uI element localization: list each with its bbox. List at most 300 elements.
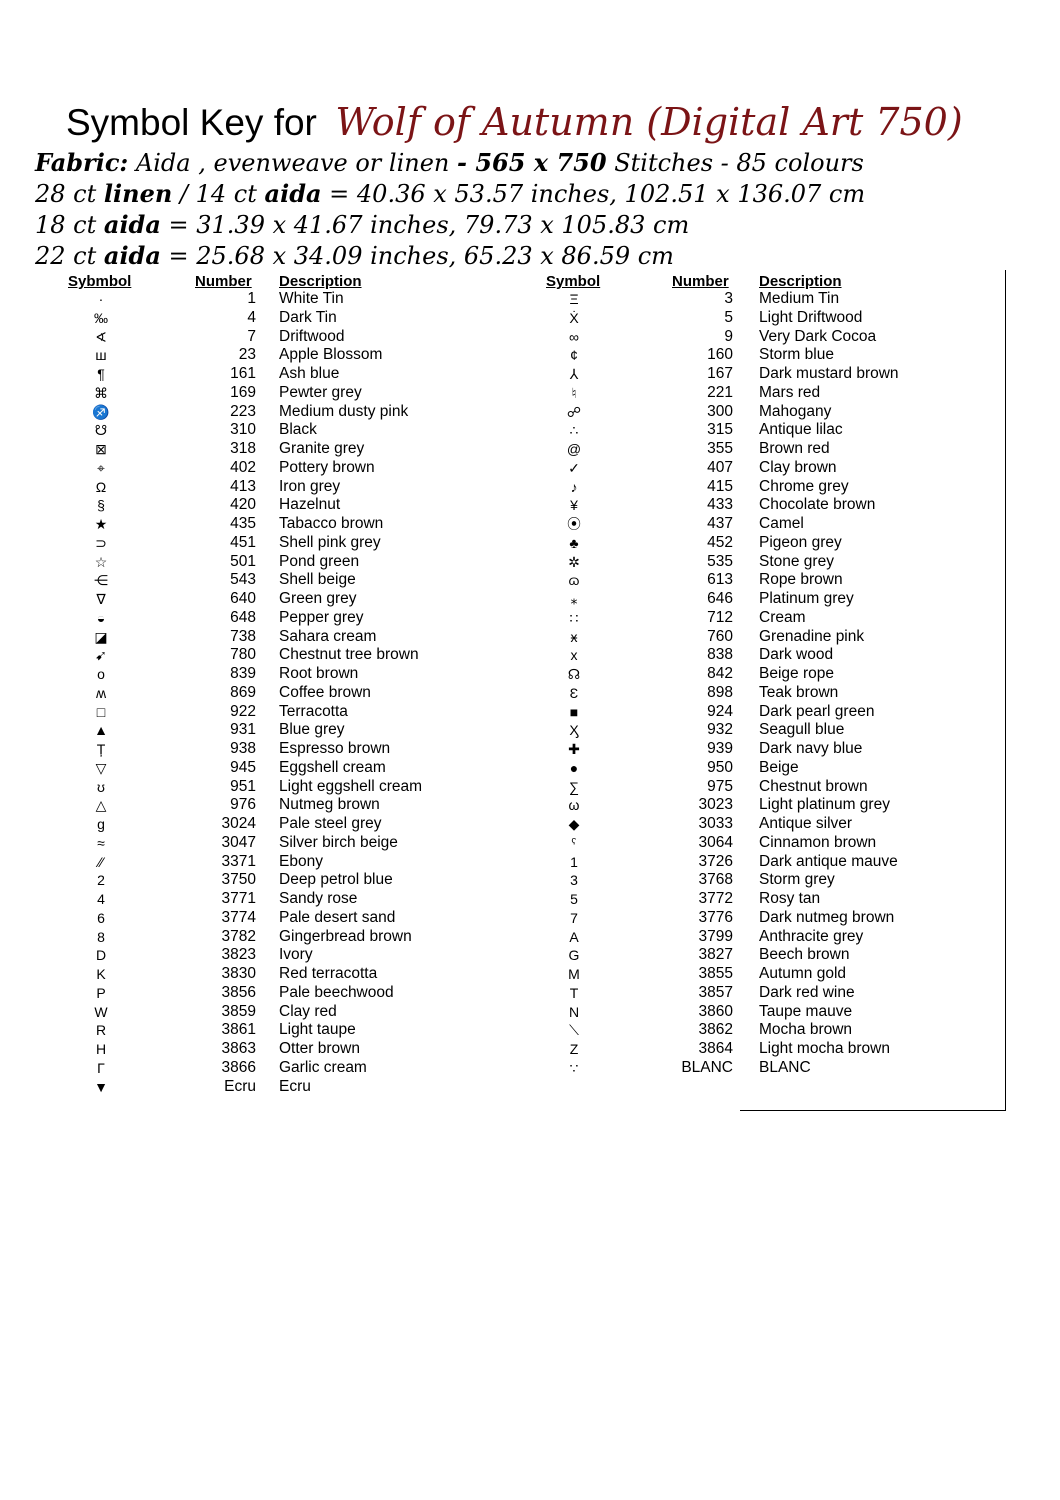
number-cell: 3860 [698, 1002, 733, 1020]
description-cell: BLANC [759, 1058, 811, 1076]
description-cell: Antique lilac [759, 421, 843, 439]
number-cell: 898 [707, 683, 733, 701]
number-cell: 3768 [698, 871, 733, 889]
description-cell: Eggshell cream [279, 758, 386, 776]
number-cell: 3856 [221, 983, 256, 1001]
number-cell: 939 [707, 740, 733, 757]
description-cell: Granite grey [279, 440, 365, 457]
table-row [0, 759, 1000, 778]
description-cell: Medium Tin [759, 290, 840, 307]
description-cell: Dark wood [759, 646, 834, 664]
symbol-cell: o [97, 666, 105, 682]
table-row [0, 459, 1000, 478]
symbol-cell: ʊ [97, 778, 105, 795]
table-row [0, 871, 1000, 890]
number-cell: 3782 [221, 927, 256, 945]
table-row [0, 946, 1000, 965]
number-cell: 3857 [698, 983, 733, 1001]
number-cell: Ecru [224, 1077, 256, 1095]
symbol-cell: 4 [97, 891, 105, 907]
number-cell: 3866 [221, 1058, 256, 1076]
description-cell: Ash blue [279, 365, 340, 382]
symbol-cell: ✓ [568, 459, 580, 476]
description-cell: Seagull blue [759, 721, 845, 739]
symbol-cell: ‰ [94, 309, 108, 326]
number-cell: 413 [230, 477, 256, 495]
description-cell: Gingerbread brown [279, 927, 412, 945]
number-cell: 922 [230, 702, 256, 720]
number-cell: 501 [230, 552, 256, 570]
description-cell: Light mocha brown [759, 1040, 890, 1057]
description-cell: Silver birch beige [279, 833, 398, 851]
description-cell: Sahara cream [279, 627, 377, 645]
description-cell: Teak brown [759, 683, 839, 701]
frame-right-line [1005, 270, 1006, 1111]
title-pattern-name: Wolf of Autumn (Digital Art 750) [335, 100, 963, 144]
number-cell: 3 [724, 290, 733, 307]
number-cell: 869 [230, 683, 256, 701]
number-cell: 3772 [698, 890, 733, 907]
description-cell: Terracotta [279, 702, 348, 720]
description-cell: Pale steel grey [279, 815, 382, 832]
symbol-cell: Ț [96, 741, 106, 757]
description-cell: Grenadine pink [759, 627, 865, 645]
symbol-cell: 5 [570, 891, 578, 907]
size-22ct-dims: = 25.68 x 34.09 inches, 65.23 x 86.59 cm [160, 242, 674, 270]
number-cell: 3023 [698, 796, 733, 814]
number-cell: 951 [230, 777, 256, 795]
description-cell: Pewter grey [279, 383, 362, 401]
description-cell: Ivory [279, 946, 313, 964]
size-18ct-line [35, 210, 689, 239]
table-row [0, 703, 1000, 722]
symbol-cell: ∞ [569, 328, 579, 345]
description-cell: Root brown [279, 665, 359, 682]
symbol-cell: Ɛ [569, 684, 579, 701]
table-row [0, 834, 1000, 853]
number-cell: 451 [230, 533, 256, 551]
symbol-cell: ш [95, 347, 107, 364]
table-row [0, 928, 1000, 947]
description-cell: Taupe mauve [759, 1002, 853, 1020]
number-cell: 3859 [221, 1002, 256, 1020]
symbol-cell: Ω [95, 478, 107, 495]
description-cell: Rosy tan [759, 890, 821, 907]
number-cell: 407 [707, 458, 733, 476]
symbol-cell: ¢ [570, 347, 578, 364]
number-cell: 3774 [221, 908, 256, 926]
number-cell: 975 [707, 777, 733, 795]
table-row [0, 684, 1000, 703]
symbol-cell: 7 [570, 909, 578, 926]
description-cell: Dark red wine [759, 983, 855, 1001]
symbol-cell: 6 [97, 909, 105, 926]
number-cell: 3024 [221, 815, 256, 832]
table-row [0, 1078, 520, 1097]
left-header-symbol: Sybmbol [68, 273, 132, 290]
description-cell: Apple Blossom [279, 346, 383, 364]
symbol-cell: Γ [97, 1059, 105, 1076]
symbol-cell: ✚ [568, 741, 580, 757]
symbol-cell: ω [568, 797, 580, 814]
symbol-cell: ▽ [95, 759, 107, 776]
symbol-cell: ӿ [570, 628, 578, 645]
description-cell: Chrome grey [759, 477, 849, 495]
table-row [0, 515, 1000, 534]
description-cell: Black [279, 421, 317, 439]
table-row [0, 778, 1000, 797]
table-row [0, 384, 1000, 403]
symbol-cell: x [570, 647, 578, 664]
symbol-cell: W [94, 1003, 108, 1020]
number-cell: 640 [230, 590, 256, 607]
description-cell: Shell pink grey [279, 533, 381, 551]
stitch-count: Stitches - 85 colours [606, 149, 864, 177]
symbol-cell: ▼ [94, 1078, 108, 1095]
table-row [0, 346, 1000, 365]
description-cell: Dark Tin [279, 308, 337, 326]
table-row [0, 309, 1000, 328]
symbol-cell: ⁎ [570, 591, 578, 607]
left-header-number: Number [195, 273, 252, 290]
number-cell: 3855 [698, 965, 733, 982]
number-cell: 648 [230, 608, 256, 626]
description-cell: Pale desert sand [279, 908, 396, 926]
fabric-types: Aida , evenweave or linen [128, 149, 458, 177]
table-row [0, 853, 1000, 872]
number-cell: 3047 [221, 833, 256, 851]
number-cell: 4 [247, 308, 256, 326]
description-cell: Anthracite grey [759, 927, 864, 945]
description-cell: White Tin [279, 290, 344, 307]
description-cell: Pale beechwood [279, 983, 394, 1001]
symbol-cell: P [96, 984, 106, 1001]
number-cell: 452 [707, 533, 733, 551]
symbol-cell: § [97, 497, 105, 514]
description-cell: Cream [759, 608, 806, 626]
symbol-cell: ♐ [92, 403, 110, 420]
size-28ct-pre: 28 ct [35, 180, 104, 208]
description-cell: Rope brown [759, 571, 843, 589]
size-18ct-aida: aida [103, 210, 161, 239]
symbol-cell: ■ [569, 703, 579, 720]
number-cell: 160 [707, 346, 733, 364]
number-cell: 976 [230, 796, 256, 814]
number-cell: 3064 [698, 833, 733, 851]
symbol-cell: ∷ [569, 609, 579, 626]
description-cell: Garlic cream [279, 1058, 367, 1076]
symbol-cell: ¶ [97, 366, 105, 382]
symbol-cell: ♪ [570, 478, 578, 495]
table-row [0, 440, 1000, 459]
number-cell: 435 [230, 515, 256, 532]
description-cell: Mahogany [759, 402, 832, 420]
description-cell: Green grey [279, 590, 357, 607]
number-cell: 950 [707, 758, 733, 776]
table-row [0, 984, 1000, 1003]
symbol-cell: ɷ [568, 572, 580, 589]
number-cell: 760 [707, 627, 733, 645]
number-cell: 543 [230, 571, 256, 589]
description-cell: Light taupe [279, 1021, 356, 1039]
fabric-label: Fabric: [35, 148, 129, 177]
fabric-line [35, 148, 864, 177]
number-cell: 3750 [221, 871, 256, 889]
number-cell: 3864 [698, 1040, 733, 1057]
symbol-cell: 2 [97, 872, 105, 889]
description-cell: Dark mustard brown [759, 365, 899, 382]
description-cell: Pepper grey [279, 608, 364, 626]
number-cell: 223 [230, 402, 256, 420]
table-row [0, 403, 1000, 422]
number-cell: 924 [707, 702, 733, 720]
description-cell: Iron grey [279, 477, 341, 495]
description-cell: Espresso brown [279, 740, 391, 757]
description-cell: Clay red [279, 1002, 337, 1020]
description-cell: Coffee brown [279, 683, 371, 701]
symbol-cell: ⌖ [97, 459, 105, 476]
table-row [0, 628, 1000, 647]
stitch-size: 565 x 750 [475, 148, 607, 177]
description-cell: Autumn gold [759, 965, 847, 982]
symbol-cell: K [96, 966, 106, 982]
symbol-cell: ¥ [570, 497, 578, 514]
symbol-cell: ∴ [569, 422, 579, 439]
table-row [0, 665, 1000, 684]
number-cell: 420 [230, 496, 256, 514]
description-cell: Camel [759, 515, 804, 532]
table-row [0, 365, 1000, 384]
number-cell: 1 [247, 290, 256, 307]
symbol-cell: G [568, 947, 580, 964]
description-cell: Ecru [279, 1077, 311, 1095]
table-row [0, 421, 1000, 440]
right-header-description: Description [759, 273, 842, 290]
table-row [0, 796, 1000, 815]
symbol-cell: T [569, 984, 579, 1001]
description-cell: Storm grey [759, 871, 835, 889]
table-row [0, 534, 1000, 553]
number-cell: 3861 [221, 1021, 256, 1039]
size-18ct-pre: 18 ct [35, 211, 104, 239]
number-cell: 5 [724, 308, 733, 326]
table-row [0, 815, 1000, 834]
number-cell: 318 [230, 440, 256, 457]
symbol-cell: ◆ [568, 816, 580, 832]
description-cell: Sandy rose [279, 890, 358, 907]
symbol-cell: @ [566, 441, 582, 457]
symbol-cell: ● [569, 759, 579, 776]
description-cell: Red terracotta [279, 965, 378, 982]
description-cell: Nutmeg brown [279, 796, 380, 814]
size-28ct-line [35, 179, 865, 208]
size-28ct-linen: linen [103, 179, 173, 208]
symbol-cell: ▲ [94, 722, 108, 739]
number-cell: 433 [707, 496, 733, 514]
table-row [0, 909, 1000, 928]
description-cell: Dark pearl green [759, 702, 875, 720]
description-cell: Pond green [279, 552, 360, 570]
description-cell: Platinum grey [759, 590, 854, 607]
table-row [0, 328, 1000, 347]
description-cell: Brown red [759, 440, 830, 457]
table-row [0, 553, 1000, 572]
symbol-cell: · [98, 291, 104, 307]
symbol-cell: ☆ [94, 553, 108, 570]
number-cell: 7 [247, 327, 256, 345]
number-cell: 315 [707, 421, 733, 439]
size-22ct-pre: 22 ct [35, 242, 104, 270]
number-cell: 838 [707, 646, 733, 664]
size-28ct-dims: = 40.36 x 53.57 inches, 102.51 x 136.07 cm [321, 180, 866, 208]
number-cell: 23 [238, 346, 256, 364]
symbol-cell: 8 [97, 928, 105, 945]
symbol-cell: ⦿ [567, 516, 581, 532]
symbol-cell: M [568, 966, 580, 982]
number-cell: BLANC [681, 1058, 733, 1076]
description-cell: Deep petrol blue [279, 871, 393, 889]
table-row [0, 721, 1000, 740]
number-cell: 355 [707, 440, 733, 457]
description-cell: Tabacco brown [279, 515, 384, 532]
table-row [0, 290, 1000, 309]
description-cell: Beige rope [759, 665, 834, 682]
right-header-number: Number [672, 273, 729, 290]
description-cell: Dark navy blue [759, 740, 863, 757]
symbol-cell: 1 [570, 853, 578, 870]
size-22ct-aida: aida [103, 241, 161, 270]
description-cell: Driftwood [279, 327, 345, 345]
table-row [0, 571, 1000, 590]
number-cell: 415 [707, 477, 733, 495]
symbol-cell: ➹ [95, 647, 107, 664]
symbol-cell: ⁄⁄ [98, 853, 104, 870]
number-cell: 3371 [221, 852, 256, 870]
description-cell: Beige [759, 758, 799, 776]
symbol-cell: ⋲ [94, 572, 108, 589]
description-cell: Blue grey [279, 721, 345, 739]
number-cell: 3862 [698, 1021, 733, 1039]
number-cell: 402 [230, 458, 256, 476]
number-cell: 738 [230, 627, 256, 645]
description-cell: Pigeon grey [759, 533, 842, 551]
number-cell: 535 [707, 552, 733, 570]
symbol-cell: ☍ [566, 403, 582, 420]
symbol-cell: ˁ [571, 834, 577, 851]
symbol-cell: Ӽ [569, 722, 579, 739]
size-28ct-aida: aida [264, 179, 322, 208]
symbol-cell: 3 [570, 872, 578, 889]
description-cell: Storm blue [759, 346, 834, 364]
number-cell: 3827 [698, 946, 733, 964]
size-18ct-dims: = 31.39 x 41.67 inches, 79.73 x 105.83 cm [160, 211, 690, 239]
table-row [0, 590, 1000, 609]
symbol-cell: Z [569, 1041, 579, 1057]
description-cell: Chestnut tree brown [279, 646, 419, 664]
title-prefix: Symbol Key for [66, 102, 317, 143]
right-color-list [0, 290, 1000, 1078]
left-header-description: Description [279, 273, 362, 290]
description-cell: Light Driftwood [759, 308, 863, 326]
description-cell: Dark antique mauve [759, 852, 898, 870]
description-cell: Chocolate brown [759, 496, 876, 514]
description-cell: Stone grey [759, 552, 834, 570]
description-cell: Clay brown [759, 458, 837, 476]
symbol-cell: ♣ [569, 534, 579, 551]
symbol-cell: Ẋ [569, 309, 579, 326]
symbol-cell: ◒ [96, 609, 106, 626]
symbol-cell: ʍ [95, 684, 107, 701]
symbol-cell: ⌘ [94, 384, 108, 401]
fabric-sep: - [457, 148, 476, 177]
description-cell: Hazelnut [279, 496, 341, 514]
page-title [66, 100, 963, 144]
description-cell: Pottery brown [279, 458, 375, 476]
number-cell: 839 [230, 665, 256, 682]
table-row [0, 609, 1000, 628]
number-cell: 310 [230, 421, 256, 439]
description-cell: Mars red [759, 383, 821, 401]
table-row [0, 1003, 1000, 1022]
number-cell: 938 [230, 740, 256, 757]
description-cell: Antique silver [759, 815, 853, 832]
frame-bottom-line [740, 1110, 1006, 1111]
table-row [0, 478, 1000, 497]
symbol-cell: D [95, 947, 107, 964]
size-22ct-line [35, 241, 674, 270]
table-row [0, 646, 1000, 665]
description-cell: Chestnut brown [759, 777, 868, 795]
number-cell: 169 [230, 383, 256, 401]
description-cell: Medium dusty pink [279, 402, 409, 420]
symbol-cell: ★ [94, 516, 108, 532]
size-28ct-mid: / 14 ct [172, 180, 265, 208]
symbol-cell: ⊃ [95, 534, 107, 551]
number-cell: 932 [707, 721, 733, 739]
description-cell: Ebony [279, 852, 323, 870]
number-cell: 3799 [698, 927, 733, 945]
number-cell: 842 [707, 665, 733, 682]
number-cell: 3033 [698, 815, 733, 832]
symbol-cell: ⊠ [95, 441, 107, 457]
table-row [0, 1040, 1000, 1059]
number-cell: 437 [707, 515, 733, 532]
description-cell: Shell beige [279, 571, 356, 589]
description-cell: Dark nutmeg brown [759, 908, 895, 926]
number-cell: 646 [707, 590, 733, 607]
symbol-cell: g [97, 816, 105, 832]
number-cell: 780 [230, 646, 256, 664]
number-cell: 945 [230, 758, 256, 776]
symbol-cell: ⟍ [569, 1022, 579, 1039]
symbol-cell: R [95, 1022, 107, 1039]
symbol-cell: ✲ [568, 553, 580, 570]
symbol-cell: ◪ [94, 628, 108, 645]
number-cell: 931 [230, 721, 256, 739]
number-cell: 3830 [221, 965, 256, 982]
number-cell: 613 [707, 571, 733, 589]
symbol-cell: ∢ [95, 328, 107, 345]
symbol-cell: △ [95, 797, 107, 814]
number-cell: 300 [707, 402, 733, 420]
symbol-cell: ♮ [571, 384, 577, 401]
symbol-cell: Ξ [569, 291, 579, 307]
number-cell: 9 [724, 327, 733, 345]
number-cell: 3823 [221, 946, 256, 964]
number-cell: 3771 [221, 890, 256, 907]
description-cell: Otter brown [279, 1040, 360, 1057]
symbol-cell: N [568, 1003, 580, 1020]
